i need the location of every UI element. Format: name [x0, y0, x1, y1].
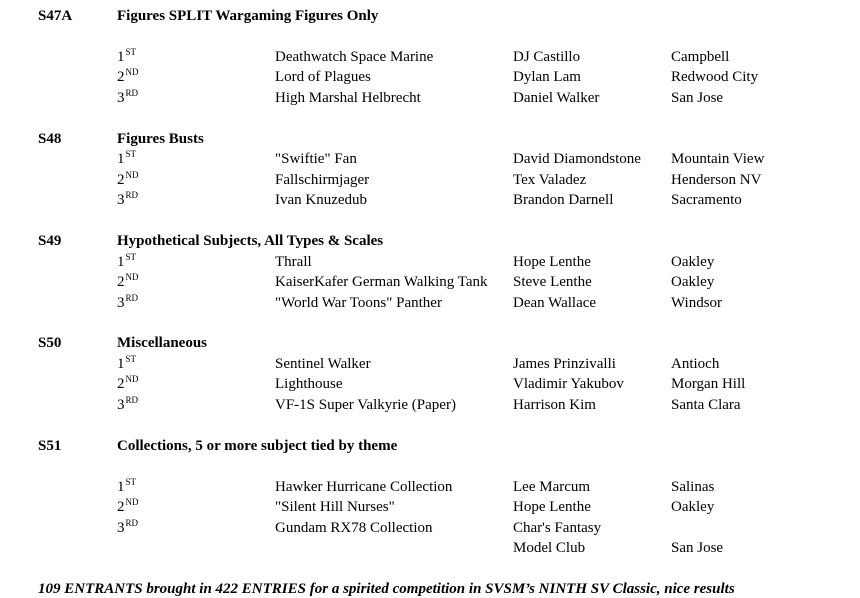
place-label: 2ND [117, 67, 139, 85]
entry-name: Char's Fantasy [513, 520, 602, 536]
entry-name: Vladimir Yakubov [513, 376, 624, 392]
place-label: 3RD [117, 395, 139, 413]
entry-city: Redwood City [671, 69, 759, 85]
section-code: S49 [38, 233, 62, 249]
entry-city: Sacramento [671, 192, 742, 208]
entry-subject: Lighthouse [275, 376, 343, 392]
entry-subject: High Marshal Helbrecht [275, 90, 421, 106]
section-title: Figures Busts [117, 131, 204, 147]
entry-city: Oakley [671, 499, 715, 515]
entry-subject: Thrall [275, 254, 312, 270]
entry-name: Lee Marcum [513, 479, 591, 495]
entry-name: Harrison Kim [513, 397, 596, 413]
section-title: Figures SPLIT Wargaming Figures Only [117, 8, 379, 24]
entry-subject: Fallschirmjager [275, 172, 370, 188]
entry-city: Oakley [671, 254, 715, 270]
place-label: 1ST [117, 354, 137, 372]
entry-city: Windsor [671, 295, 723, 311]
entry-subject: VF-1S Super Valkyrie (Paper) [275, 397, 456, 413]
entry-subject: Sentinel Walker [275, 356, 371, 372]
entry-subject: KaiserKafer German Walking Tank [275, 274, 488, 290]
place-label: 1ST [117, 252, 137, 270]
place-label: 3RD [117, 518, 139, 536]
entry-subject: "World War Toons" Panther [275, 295, 442, 311]
place-label: 2ND [117, 497, 139, 515]
entry-name: Daniel Walker [513, 90, 600, 106]
entry-city: Henderson NV [671, 172, 762, 188]
entry-name: Hope Lenthe [513, 499, 591, 515]
entry-name: Brandon Darnell [513, 192, 614, 208]
entry-city: Campbell [671, 49, 730, 65]
place-label: 2ND [117, 272, 139, 290]
entry-name: Dylan Lam [513, 69, 581, 85]
entry-city: San Jose [671, 90, 724, 106]
entry-name: Dean Wallace [513, 295, 597, 311]
section-code: S47A [38, 8, 73, 24]
entry-subject: Lord of Plagues [275, 69, 371, 85]
entry-subject: Hawker Hurricane Collection [275, 479, 453, 495]
entry-name: Steve Lenthe [513, 274, 592, 290]
entry-subject: Ivan Knuzedub [275, 192, 368, 208]
place-label: 1ST [117, 477, 137, 495]
section-code: S48 [38, 131, 62, 147]
entry-name-continuation: Model Club [513, 540, 586, 556]
entry-subject: Deathwatch Space Marine [275, 49, 434, 65]
entry-city: Morgan Hill [671, 376, 746, 392]
entry-subject: "Silent Hill Nurses" [275, 499, 395, 515]
entry-subject: Gundam RX78 Collection [275, 520, 433, 536]
entry-city: Antioch [671, 356, 720, 372]
section-title: Collections, 5 or more subject tied by theme [117, 438, 398, 454]
entry-city: San Jose [671, 540, 724, 556]
place-label: 3RD [117, 190, 139, 208]
place-label: 2ND [117, 374, 139, 392]
entry-name: James Prinzivalli [513, 356, 616, 372]
place-label: 2ND [117, 170, 139, 188]
place-label: 3RD [117, 293, 139, 311]
section-title: Miscellaneous [117, 335, 207, 351]
entry-name: DJ Castillo [513, 49, 581, 65]
entry-name: Hope Lenthe [513, 254, 591, 270]
section-code: S51 [38, 438, 62, 454]
entry-name: David Diamondstone [513, 151, 641, 167]
place-label: 1ST [117, 149, 137, 167]
footer-summary: 109 ENTRANTS brought in 422 ENTRIES for a spirited competition in SVSM’s NINTH SV Classic, nice results [38, 581, 735, 597]
place-label: 3RD [117, 88, 139, 106]
entry-city: Mountain View [671, 151, 765, 167]
entry-city: Salinas [671, 479, 715, 495]
section-title: Hypothetical Subjects, All Types & Scales [117, 233, 384, 249]
section-code: S50 [38, 335, 62, 351]
entry-subject: "Swiftie" Fan [275, 151, 357, 167]
entry-name: Tex Valadez [513, 172, 587, 188]
entry-city: Santa Clara [671, 397, 741, 413]
entry-city: Oakley [671, 274, 715, 290]
place-label: 1ST [117, 47, 137, 65]
